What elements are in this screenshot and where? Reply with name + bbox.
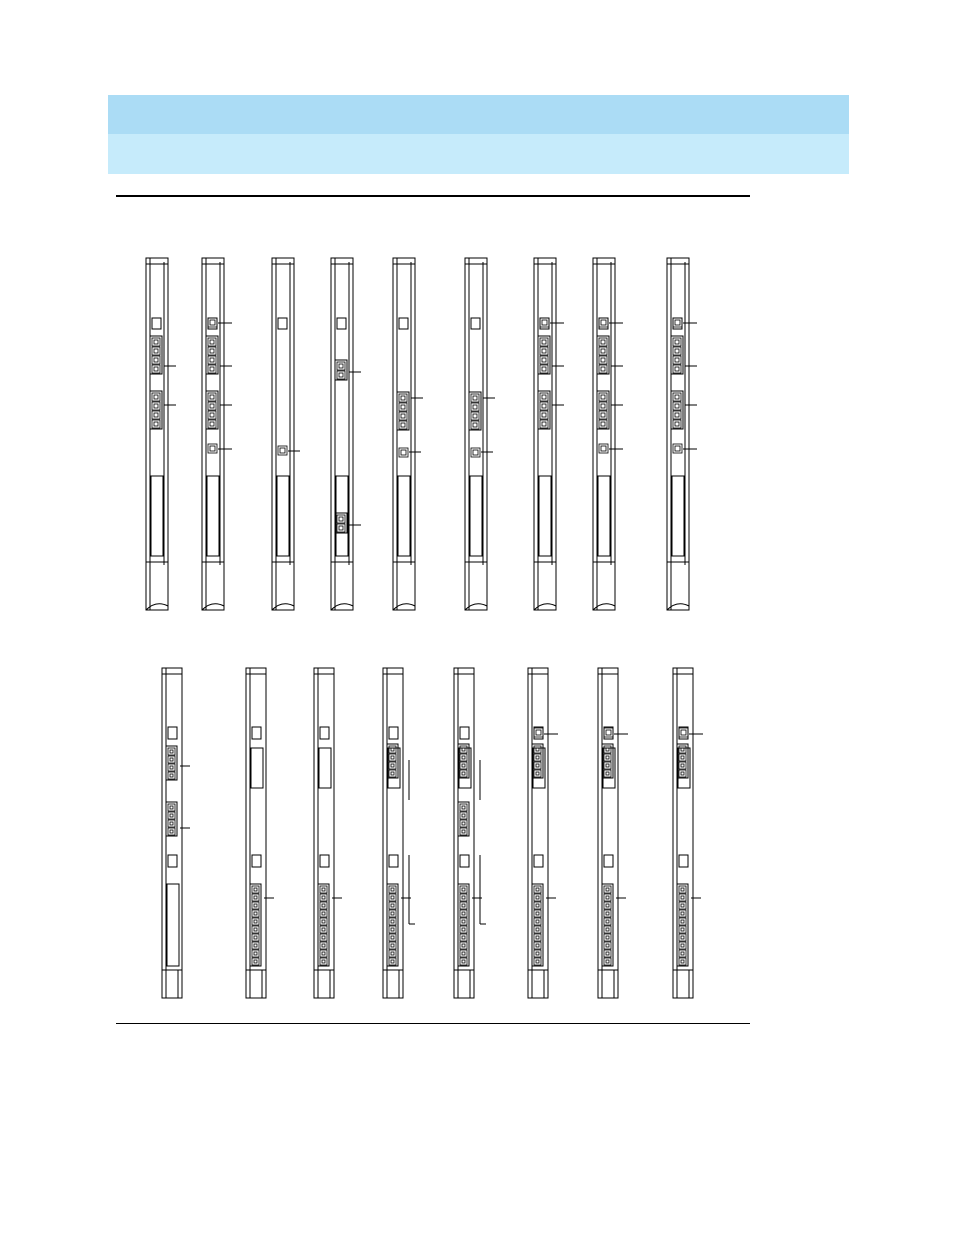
phone-row1-d [331,258,361,610]
phone-row1-a [146,258,176,610]
phone-row2-o [528,668,558,998]
phone-row2-q [673,668,703,998]
phone-row2-j [162,668,190,998]
phone-row2-p [598,668,628,998]
phone-row2-k [246,668,274,998]
phone-row2-l [314,668,342,998]
phone-row1-b [202,258,232,610]
phone-row2-m [383,668,415,998]
phone-row1-e [393,258,423,610]
phone-row1-g [534,258,564,610]
phone-row1-c [272,258,300,610]
phone-row1-h [593,258,623,610]
phone-row2-n [454,668,486,998]
phone-row1-i [667,258,697,610]
phone-row1-f [465,258,495,610]
